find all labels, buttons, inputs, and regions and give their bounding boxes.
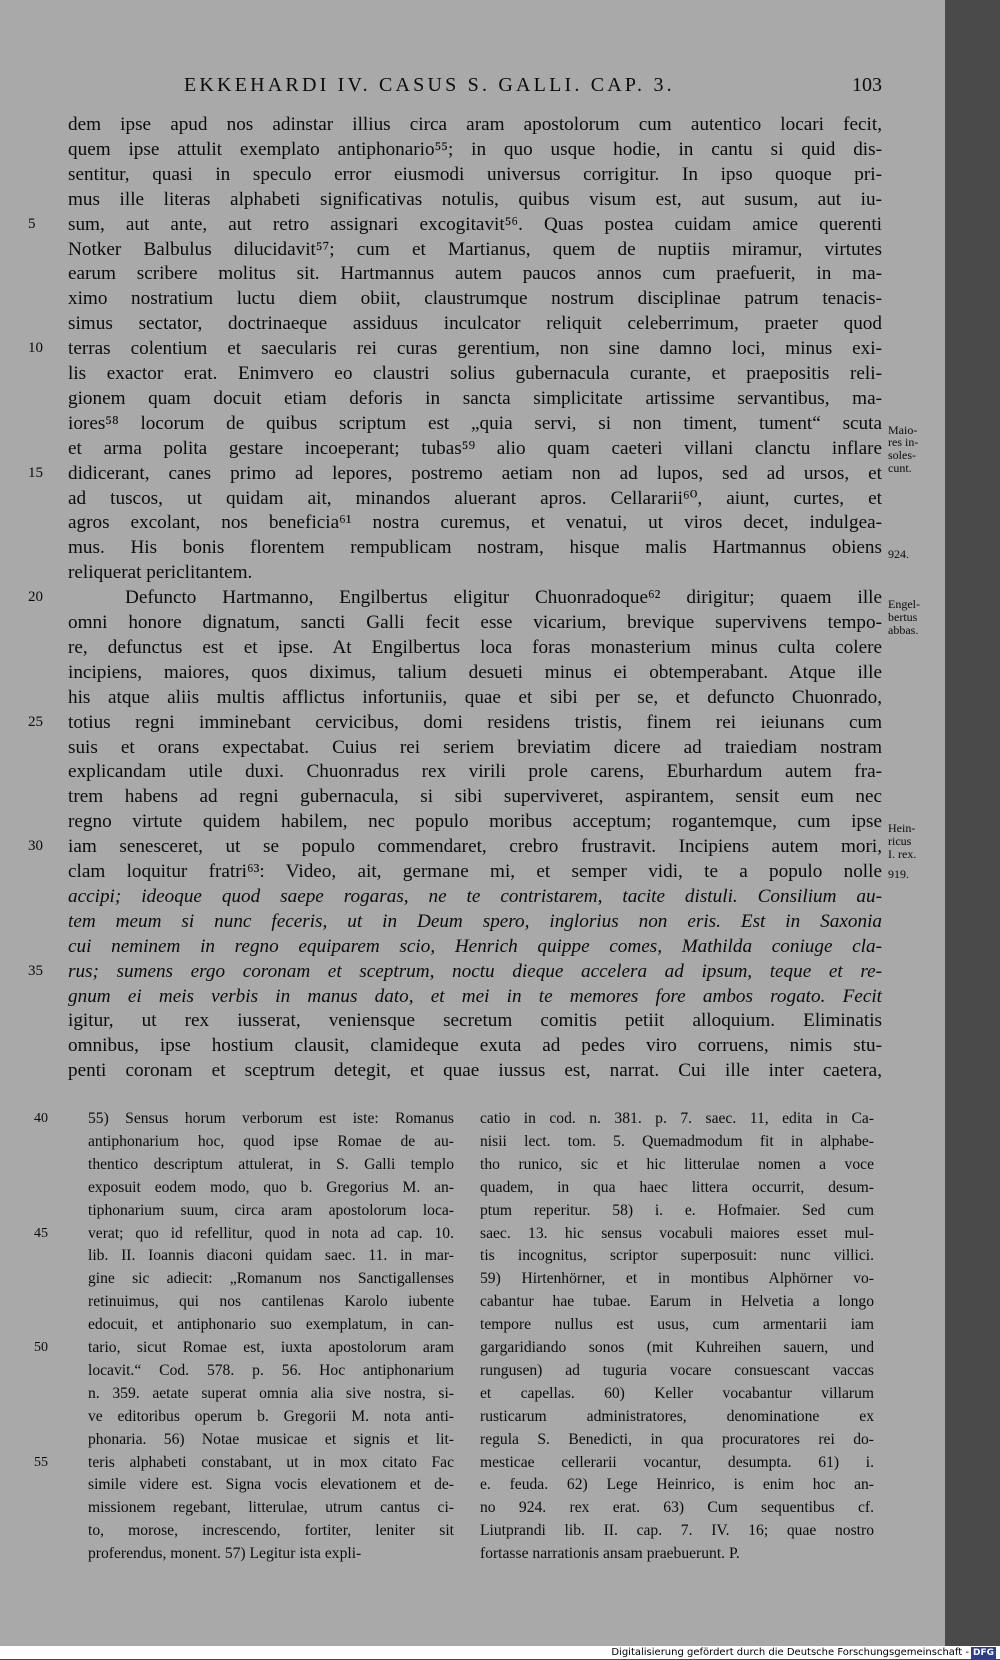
text-line: reliquerat periclitantem. xyxy=(68,562,253,584)
text-line: gnum ei meis verbis in manus dato, et mei in te memores fore ambos rogato. Fecit xyxy=(68,985,882,1007)
footnote-line-number: 55 xyxy=(34,1454,48,1470)
footnote-line: simile videre est. Signa vocis elevationem et de- xyxy=(88,1476,454,1494)
text-line: Defuncto Hartmanno, Engilbertus eligitur Chuonradoque⁶² dirigitur; quaem ille xyxy=(125,587,882,609)
text-line: omnibus, ipse hostium clausit, clamideque exuta ad pedes viro corruens, nimis stu- xyxy=(68,1035,882,1057)
footnote-line: tiphonarium suum, circa aram apostolorum loca- xyxy=(88,1201,454,1219)
text-line: ad tuscos, ut quidam ait, minandos aluerant apros. Cellararii⁶⁰, aiunt, curtes, et xyxy=(68,487,882,509)
footnote-line: regula S. Benedicti, in qua procuratores rei do- xyxy=(480,1430,874,1448)
footnote-line: phonaria. 56) Notae musicae et signis et lit- xyxy=(88,1430,454,1448)
footnote-line: antiphonarium hoc, quod ipse Romae de au- xyxy=(88,1132,454,1150)
text-line: mus ille literas alphabeti significativas notulis, quibus visum est, aut susum, aut iu- xyxy=(68,188,882,210)
text-line: suis et orans expectabat. Cuius rei seriem breviatim dicere ad traiediam nostram xyxy=(68,736,882,758)
text-line: accipi; ideoque quod saepe rogaras, ne te contristarem, tacite distuli. Consilium au- xyxy=(68,885,882,907)
text-line: didicerant, canes primo ad lepores, postremo aetiam non ad lupos, sed ad ursos, et xyxy=(68,462,882,484)
footnote-line: to, morose, increscendo, fortiter, leniter sit xyxy=(88,1522,454,1540)
margin-note: res in- xyxy=(888,435,919,449)
margin-note: 919. xyxy=(888,867,909,881)
line-number: 10 xyxy=(28,340,43,357)
dfg-logo: DFG xyxy=(972,1648,994,1658)
text-line: gionem quam docuit etiam deforis in sancta simplicitate artissime servantibus, ma- xyxy=(68,387,882,409)
margin-note: cunt. xyxy=(888,461,912,475)
footnote-line: 55) Sensus horum verborum est iste: Romanus xyxy=(88,1110,454,1127)
footer-credit xyxy=(611,1646,996,1660)
text-line: rus; sumens ergo coronam et sceptrum, noctu dieque accelera ad ipsum, teque et re- xyxy=(68,960,882,982)
footnote-line: rusticarum administratores, denominatione ex xyxy=(480,1407,874,1425)
line-number: 20 xyxy=(28,589,43,606)
footnote-line: ptum reperitur. 58) i. e. Hofmaier. Sed cum xyxy=(480,1201,874,1219)
footnote-line: e. feuda. 62) Lege Heinrico, is enim hoc an- xyxy=(480,1476,874,1494)
footnote-line: thentico descriptum attulerat, in S. Galli templo xyxy=(88,1155,454,1173)
footnote-line: verat; quo id refellitur, quod in nota ad cap. 10. xyxy=(88,1224,454,1242)
footnote-line-number: 45 xyxy=(34,1225,48,1241)
text-line: mus. His bonis florentem rempublicam nostram, hisque malis Hartmannus obiens xyxy=(68,537,882,559)
running-header: EKKEHARDI IV. CASUS S. GALLI. CAP. 3. xyxy=(184,74,675,96)
text-line: simus sectator, doctrinaeque assiduus inculcator reliquit celeberrimum, praeter quod xyxy=(68,313,882,335)
line-number: 15 xyxy=(28,464,43,481)
text-line: iores⁵⁸ locorum de quibus scriptum est „quia servi, si non timent, tument“ scuta xyxy=(68,412,882,434)
text-line: omni honore dignatum, sancti Galli fecit esse vicarium, brevique supervivens tempo- xyxy=(68,612,882,633)
footnote-line: catio in cod. n. 381. p. 7. saec. 11, edita in Ca- xyxy=(480,1110,874,1127)
margin-note: soles- xyxy=(888,448,916,462)
text-line: totius regni imminebant cervicibus, domi residens tristis, finem rei ieiunans cum xyxy=(68,711,882,733)
footnote-line: retinuimus, qui nos cantilenas Karolo iubente xyxy=(88,1293,454,1311)
footnote-line: tis incognitus, scriptor superposuit: nunc villici. xyxy=(480,1247,874,1265)
footnote-line: tario, sicut Romae est, iuxta apostolorum aram xyxy=(88,1339,454,1356)
text-line: penti coronam et sceptrum detegit, et quae iussus est, narrat. Cui ille inter caetera, xyxy=(68,1060,882,1082)
text-line: et arma polita gestare incoeperant; tubas⁵⁹ alio quam caeteri villani clanctu inflare xyxy=(68,437,882,459)
text-line: dem ipse apud nos adinstar illius circa aram apostolorum cum autentico locari fecit, xyxy=(68,114,882,135)
text-line: his atque aliis multis afflictus infortuniis, quae et sibi per se, et defuncto Chuonrado, xyxy=(68,686,882,708)
text-line: explicandam utile duxi. Chuonradus rex virili prole carens, Eburhardum autem fra- xyxy=(68,761,882,783)
line-number: 30 xyxy=(28,838,43,855)
margin-note: 924. xyxy=(888,547,909,561)
footnote-line: fortasse narrationis ansam praebuerunt. P. xyxy=(480,1545,740,1563)
footnote-line: edocuit, et antiphonario suo exemplatum, in can- xyxy=(88,1316,454,1334)
footer-text: Digitalisierung gefördert durch die Deutsche Forschungsgemeinschaft - xyxy=(611,1647,969,1658)
footnote-line: teris alphabeti constabant, ut in mox citato Fac xyxy=(88,1453,454,1471)
line-number: 35 xyxy=(28,962,43,979)
footnote-line: cabantur hae tubae. Earum in Helvetia a longo xyxy=(480,1293,874,1311)
margin-note: abbas. xyxy=(888,623,919,637)
footnote-line: ve editoribus operum b. Gregorii M. nota anti- xyxy=(88,1407,454,1425)
footnote-line: quadem, in qua haec littera occurrit, desum- xyxy=(480,1178,874,1196)
margin-note: Hein- xyxy=(888,821,916,835)
text-line: earum scribere molitus sit. Hartmannus autem paucos annos cum praefuerit, in ma- xyxy=(68,263,882,285)
text-line: tem meum si nunc feceris, ut in Deum spero, inglorius non eris. Est in Saxonia xyxy=(68,910,882,932)
text-line: clam loquitur fratri⁶³: Video, ait, germane mi, et semper vidi, te a populo nolle xyxy=(68,861,882,882)
footnote-line: nisii lect. tom. 5. Quemadmodum fit in alphabe- xyxy=(480,1132,874,1150)
text-line: trem habens ad regni gubernacula, si sibi superviveret, aspirantem, sensit eum nec xyxy=(68,786,882,808)
footnote-line: missionem regebant, litterulae, utrum cantus ci- xyxy=(88,1499,454,1517)
footnote-line: tempore nullus est usus, cum armentarii iam xyxy=(480,1316,874,1334)
text-line: Notker Balbulus dilucidavit⁵⁷; cum et Martianus, quem de nuptiis miramur, virtutes xyxy=(68,238,882,260)
footnote-line: locavit.“ Cod. 578. p. 56. Hoc antiphonarium xyxy=(88,1361,454,1379)
text-line: quem ipse attulit exemplato antiphonario⁵⁵; in quo usque hodie, in cantu si quid dis- xyxy=(68,138,882,160)
footnote-line: mesticae cellerarii vocantur, desumpta. 61) i. xyxy=(480,1453,874,1471)
margin-note: Engel- xyxy=(888,597,920,611)
footnote-line: no 924. rex erat. 63) Cum sequentibus cf. xyxy=(480,1499,874,1517)
line-number: 5 xyxy=(28,215,36,232)
text-line: terras colentium et saecularis rei curas gerentium, non sine damno loci, minus exi- xyxy=(68,338,882,360)
footnote-line: n. 359. aetate superat omnia alia sive nostra, si- xyxy=(88,1384,454,1402)
margin-note: I. rex. xyxy=(888,847,917,861)
footnote-line: gine sic adiecit: „Romanum nos Sanctigallenses xyxy=(88,1270,454,1288)
footnote-line: Liutprandi lib. II. cap. 7. IV. 16; quae nostro xyxy=(480,1522,874,1540)
footnote-line: proferendus, monent. 57) Legitur ista expli- xyxy=(88,1545,362,1563)
footnote-line: exposuit eodem modo, quo b. Gregorius M. an- xyxy=(88,1178,454,1196)
margin-note: Maio- xyxy=(888,423,918,437)
text-line: igitur, ut rex iusserat, veniensque secretum comitis petiit alloquium. Eliminatis xyxy=(68,1010,882,1032)
text-line: incipiens, maiores, quos diximus, talium desueti minus ei obtemperabant. Atque ille xyxy=(68,661,882,683)
text-line: re, defunctus est et ipse. At Engilbertus loca foras monasterium minus culta colere xyxy=(68,636,882,658)
text-line: lis exactor erat. Enimvero eo claustri solius gubernacula curante, et praepositis reli- xyxy=(68,363,882,384)
text-line: sentitur, quasi in speculo error eiusmodi universus corrigitur. In ipso quoque pri- xyxy=(68,163,882,185)
line-number: 25 xyxy=(28,713,43,730)
footnote-line-number: 50 xyxy=(34,1340,48,1355)
text-line: regno virtute quidem habilem, nec populo moribus acceptum; rogantemque, cum ipse xyxy=(68,811,882,833)
footnote-line: saec. 13. hic sensus vocabuli maiores esset mul- xyxy=(480,1224,874,1242)
footnote-line: et capellas. 60) Keller vocabantur villarum xyxy=(480,1384,874,1402)
footnote-line: lib. II. Ioannis diaconi quidam saec. 11. in mar- xyxy=(88,1247,454,1265)
margin-note: bertus xyxy=(888,610,918,624)
footnote-line: 59) Hirtenhörner, et in montibus Alphörner vo- xyxy=(480,1270,874,1288)
footnote-line: gargaridiando sonos (mit Kuhreihen sauern, und xyxy=(480,1339,874,1356)
footnote-line: rungusen) ad tuguria vocare consuescant vaccas xyxy=(480,1361,874,1379)
text-line: cui neminem in regno equiparem scio, Henrich quippe comes, Mathilda coniuge cla- xyxy=(68,935,882,957)
text-line: iam senesceret, ut se populo commendaret, crebro frustravit. Incipiens autem mori, xyxy=(68,836,882,858)
text-line: ximo nostratium luctu diem obiit, claustrumque nostrum disciplinae patrum tenacis- xyxy=(68,288,882,310)
page-number: 103 xyxy=(852,74,882,96)
text-line: agros excolant, nos beneficia⁶¹ nostra curemus, et venatui, ut viros decet, indulgea- xyxy=(68,512,882,534)
footnote-line-number: 40 xyxy=(34,1111,48,1126)
footnote-line: tho runico, sic et hic litterulae nomen a voce xyxy=(480,1155,874,1173)
text-line: sum, aut ante, aut retro assignari excogitavit⁵⁶. Quas postea cuidam amice querenti xyxy=(68,213,882,235)
margin-note: ricus xyxy=(888,834,912,848)
